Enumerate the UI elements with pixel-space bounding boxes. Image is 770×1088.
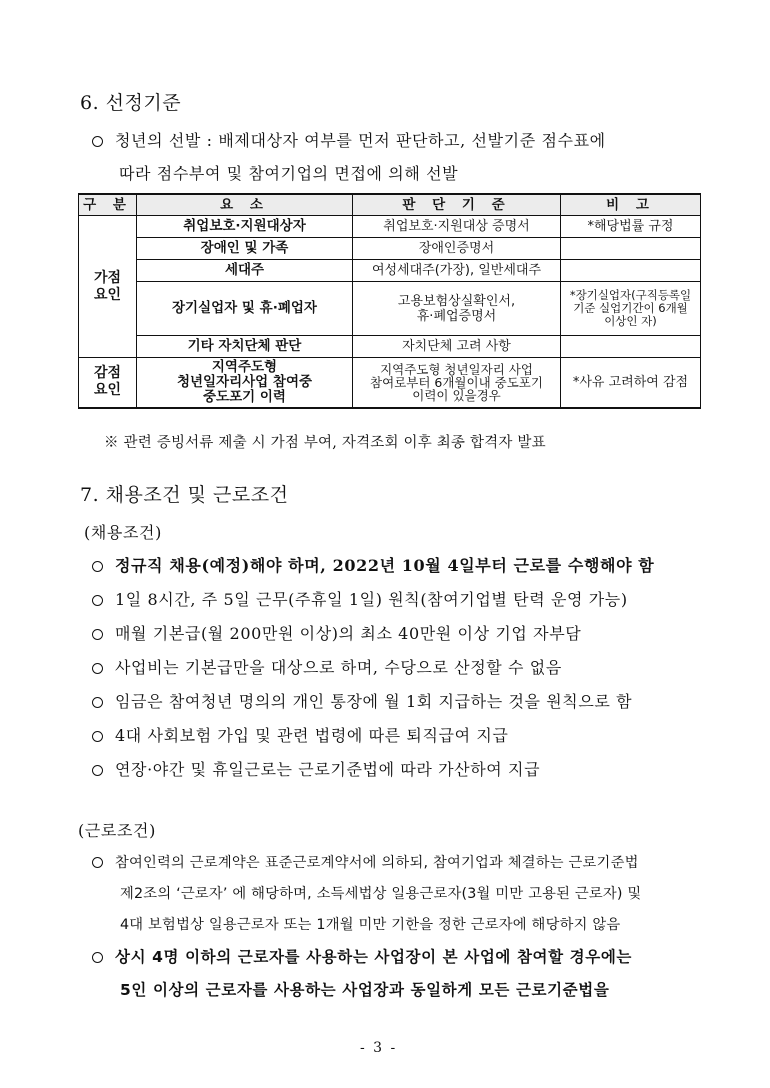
row-criteria: 장애인증명서 [353,238,561,260]
bullet-circle-icon [92,765,103,776]
row-criteria: 취업보호·지원대상 증명서 [353,216,561,238]
section-6-bullet-line1: 청년의 선발 : 배제대상자 여부를 먼저 판단하고, 선발기준 점수표에 [115,131,606,150]
hire-item [92,689,632,712]
row-element: 기타 자치단체 판단 [137,336,353,358]
header-element: 요 소 [137,194,353,216]
selection-criteria-table [78,193,701,409]
row-note [561,336,701,358]
header-note: 비 고 [561,194,701,216]
hire-item [92,655,562,678]
table-row [79,282,701,336]
work-item-line2: 제2조의 ‘근로자’ 에 해당하며, 소득세법상 일용근로자(3월 미만 고용된 근로자) 및 [120,886,642,902]
table-header-row [79,194,701,216]
work-item [92,852,639,872]
work-item [92,945,632,967]
bullet-circle-icon [92,663,103,674]
bullet-circle-icon [92,697,103,708]
hire-item [92,757,540,780]
work-item2-line2: 5인 이상의 근로자를 사용하는 사업장과 동일하게 모든 근로기준법을 [120,981,610,999]
row-element: 지역주도형 청년일자리사업 참여중 중도포기 이력 [137,358,353,408]
header-category: 구 분 [79,194,137,216]
row-element: 취업보호·지원대상자 [137,216,353,238]
row-note [561,238,701,260]
hire-item-text: 임금은 참여청년 명의의 개인 통장에 월 1회 지급하는 것을 원칙으로 함 [115,692,633,711]
section-6-bullet-line2: 따라 점수부여 및 참여기업의 면접에 의해 선발 [119,164,459,183]
table-row [79,260,701,282]
section-7-title: 7. 채용조건 및 근로조건 [80,484,289,506]
row-note: *해당법률 규정 [561,216,701,238]
bullet-circle-icon [92,857,103,868]
table-row [79,216,701,238]
hire-item-text: 사업비는 기본급만을 대상으로 하며, 수당으로 산정할 수 없음 [115,658,562,677]
section-6-title: 6. 선정기준 [80,92,182,114]
hire-item [92,723,508,746]
row-criteria: 자치단체 고려 사항 [353,336,561,358]
hire-item-text: 매월 기본급(월 200만원 이상)의 최소 40만원 이상 기업 자부담 [115,624,582,643]
row-note: *사유 고려하여 감점 [561,358,701,408]
table-row [79,238,701,260]
row-element: 세대주 [137,260,353,282]
table-row [79,358,701,408]
row-criteria: 지역주도형 청년일자리 사업 참여로부터 6개월이내 중도포기 이력이 있을경우 [353,358,561,408]
bullet-circle-icon [92,629,103,640]
bullet-circle-icon [92,731,103,742]
group-penalty: 감점 요인 [79,358,137,408]
bullet-circle-icon [92,561,103,572]
bullet-circle-icon [92,136,103,147]
hire-item-text: 4대 사회보험 가입 및 관련 법령에 따른 퇴직급여 지급 [115,726,509,745]
bullet-circle-icon [92,952,103,963]
row-element: 장애인 및 가족 [137,238,353,260]
hire-item [92,587,628,610]
hire-conditions-heading: (채용조건) [84,523,162,542]
row-criteria: 고용보험상실확인서, 휴·폐업증명서 [353,282,561,336]
table-footnote: ※ 관련 증빙서류 제출 시 가점 부여, 자격조회 이후 최종 합격자 발표 [104,435,546,451]
section-6-bullet [92,128,606,151]
work-item-line3: 4대 보험법상 일용근로자 또는 1개월 미만 기한을 정한 근로자에 해당하지 않음 [120,917,621,933]
bullet-circle-icon [92,595,103,606]
group-bonus: 가점 요인 [79,216,137,358]
row-element: 장기실업자 및 휴·폐업자 [137,282,353,336]
table-row [79,336,701,358]
hire-item [92,621,581,644]
hire-item-text: 연장·야간 및 휴일근로는 근로기준법에 따라 가산하여 지급 [115,760,541,779]
page-number: - 3 - [360,1040,398,1056]
work-item-line1: 참여인력의 근로계약은 표준근로계약서에 의하되, 참여기업과 체결하는 근로기준법 [115,855,639,871]
hire-item-text: 정규직 채용(예정)해야 하며, 2022년 10월 4일부터 근로를 수행해야 함 [115,556,655,575]
row-note: *장기실업자(구직등록일 기준 실업기간이 6개월 이상인 자) [561,282,701,336]
row-criteria: 여성세대주(가장), 일반세대주 [353,260,561,282]
hire-item [92,553,654,576]
header-criteria: 판 단 기 준 [353,194,561,216]
work-conditions-heading: (근로조건) [78,821,156,840]
row-note [561,260,701,282]
hire-item-text: 1일 8시간, 주 5일 근무(주휴일 1일) 원칙(참여기업별 탄력 운영 가능) [115,590,628,609]
work-item2-line1: 상시 4명 이하의 근로자를 사용하는 사업장이 본 사업에 참여할 경우에는 [115,948,632,966]
